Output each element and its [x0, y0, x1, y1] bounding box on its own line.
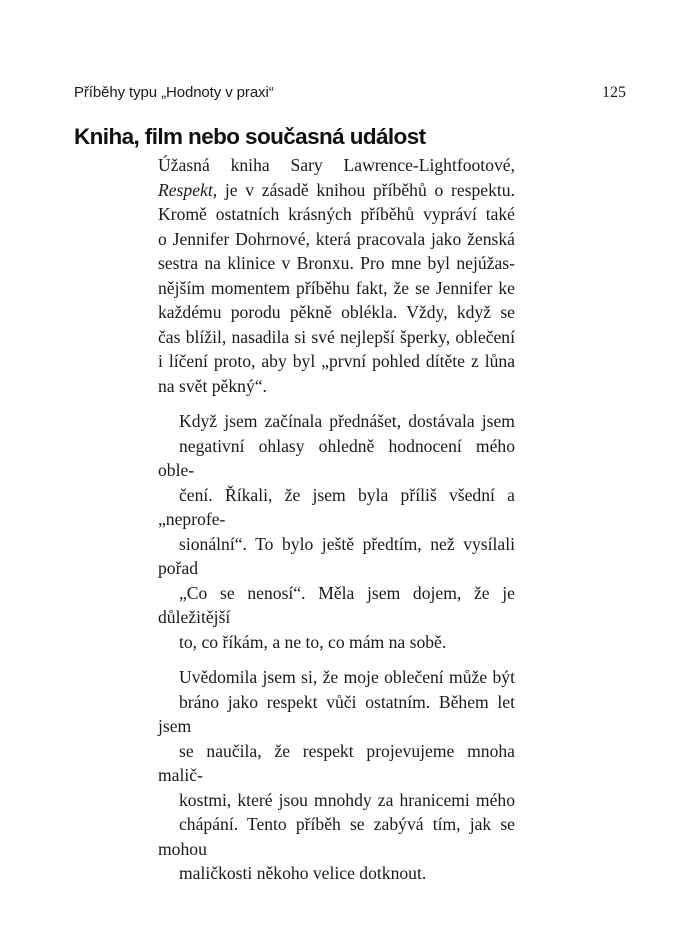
- text-line: Uvědomila jsem si, že moje oblečení může být: [179, 667, 515, 687]
- text-line: to, co říkám, a ne to, co mám na sobě.: [179, 631, 447, 652]
- text-line: čení. Říkali, že jsem byla příliš všední a „neprofe-: [158, 484, 515, 529]
- text-line: na svět pěkný“.: [158, 375, 267, 396]
- text-line: Kromě ostatních krásných příběhů vypráví také: [158, 204, 515, 224]
- paragraph-2: [158, 409, 515, 654]
- text-line: každému porodu pěkně oblékla. Vždy, když se: [158, 302, 515, 322]
- book-title: Respekt,: [158, 179, 218, 200]
- text-line: sestra na klinice v Bronxu. Pro mne byl nejúžas-: [158, 253, 515, 273]
- text-line: sionální“. To bylo ještě předtím, než vysílali pořad: [158, 533, 515, 578]
- text-line: i líčení proto, aby byl „první pohled dítěte z lůna: [158, 351, 515, 371]
- text-line: [158, 178, 515, 203]
- text-line: „Co se nenosí“. Měla jsem dojem, že je důležitější: [158, 582, 515, 627]
- text-line: negativní ohlasy ohledně hodnocení mého oble-: [158, 435, 515, 480]
- section-heading: Kniha, film nebo současná událost: [74, 124, 426, 149]
- text-line: kostmi, které jsou mnohdy za hranicemi mého: [179, 789, 515, 810]
- text-line: o Jennifer Dohrnové, která pracovala jako ženská: [158, 228, 515, 249]
- text-line: se naučila, že respekt projevujeme mnoha malič-: [158, 740, 515, 785]
- text-line: Úžasná kniha Sary Lawrence-Lightfootové,: [158, 155, 515, 175]
- text-line: bráno jako respekt vůči ostatním. Během let jsem: [158, 691, 515, 736]
- text-line: maličkosti někoho velice dotknout.: [179, 863, 427, 883]
- running-head: Příběhy typu „Hodnoty v praxi“: [74, 84, 274, 101]
- body-text: [158, 153, 515, 897]
- text-line: chápání. Tento příběh se zabývá tím, jak se mohou: [158, 814, 515, 859]
- paragraph-3: [158, 665, 515, 886]
- text-line: Když jsem začínala přednášet, dostávala jsem: [179, 411, 515, 431]
- page-number: 125: [602, 84, 626, 101]
- text-line: čas blížil, nasadila si své nejlepší šperky, oblečení: [158, 326, 515, 347]
- paragraph-1: [158, 153, 515, 398]
- text-fragment: je v zásadě knihou příběhů o respektu.: [217, 179, 515, 200]
- text-line: nějším momentem příběhu fakt, že se Jennifer ke: [158, 277, 515, 298]
